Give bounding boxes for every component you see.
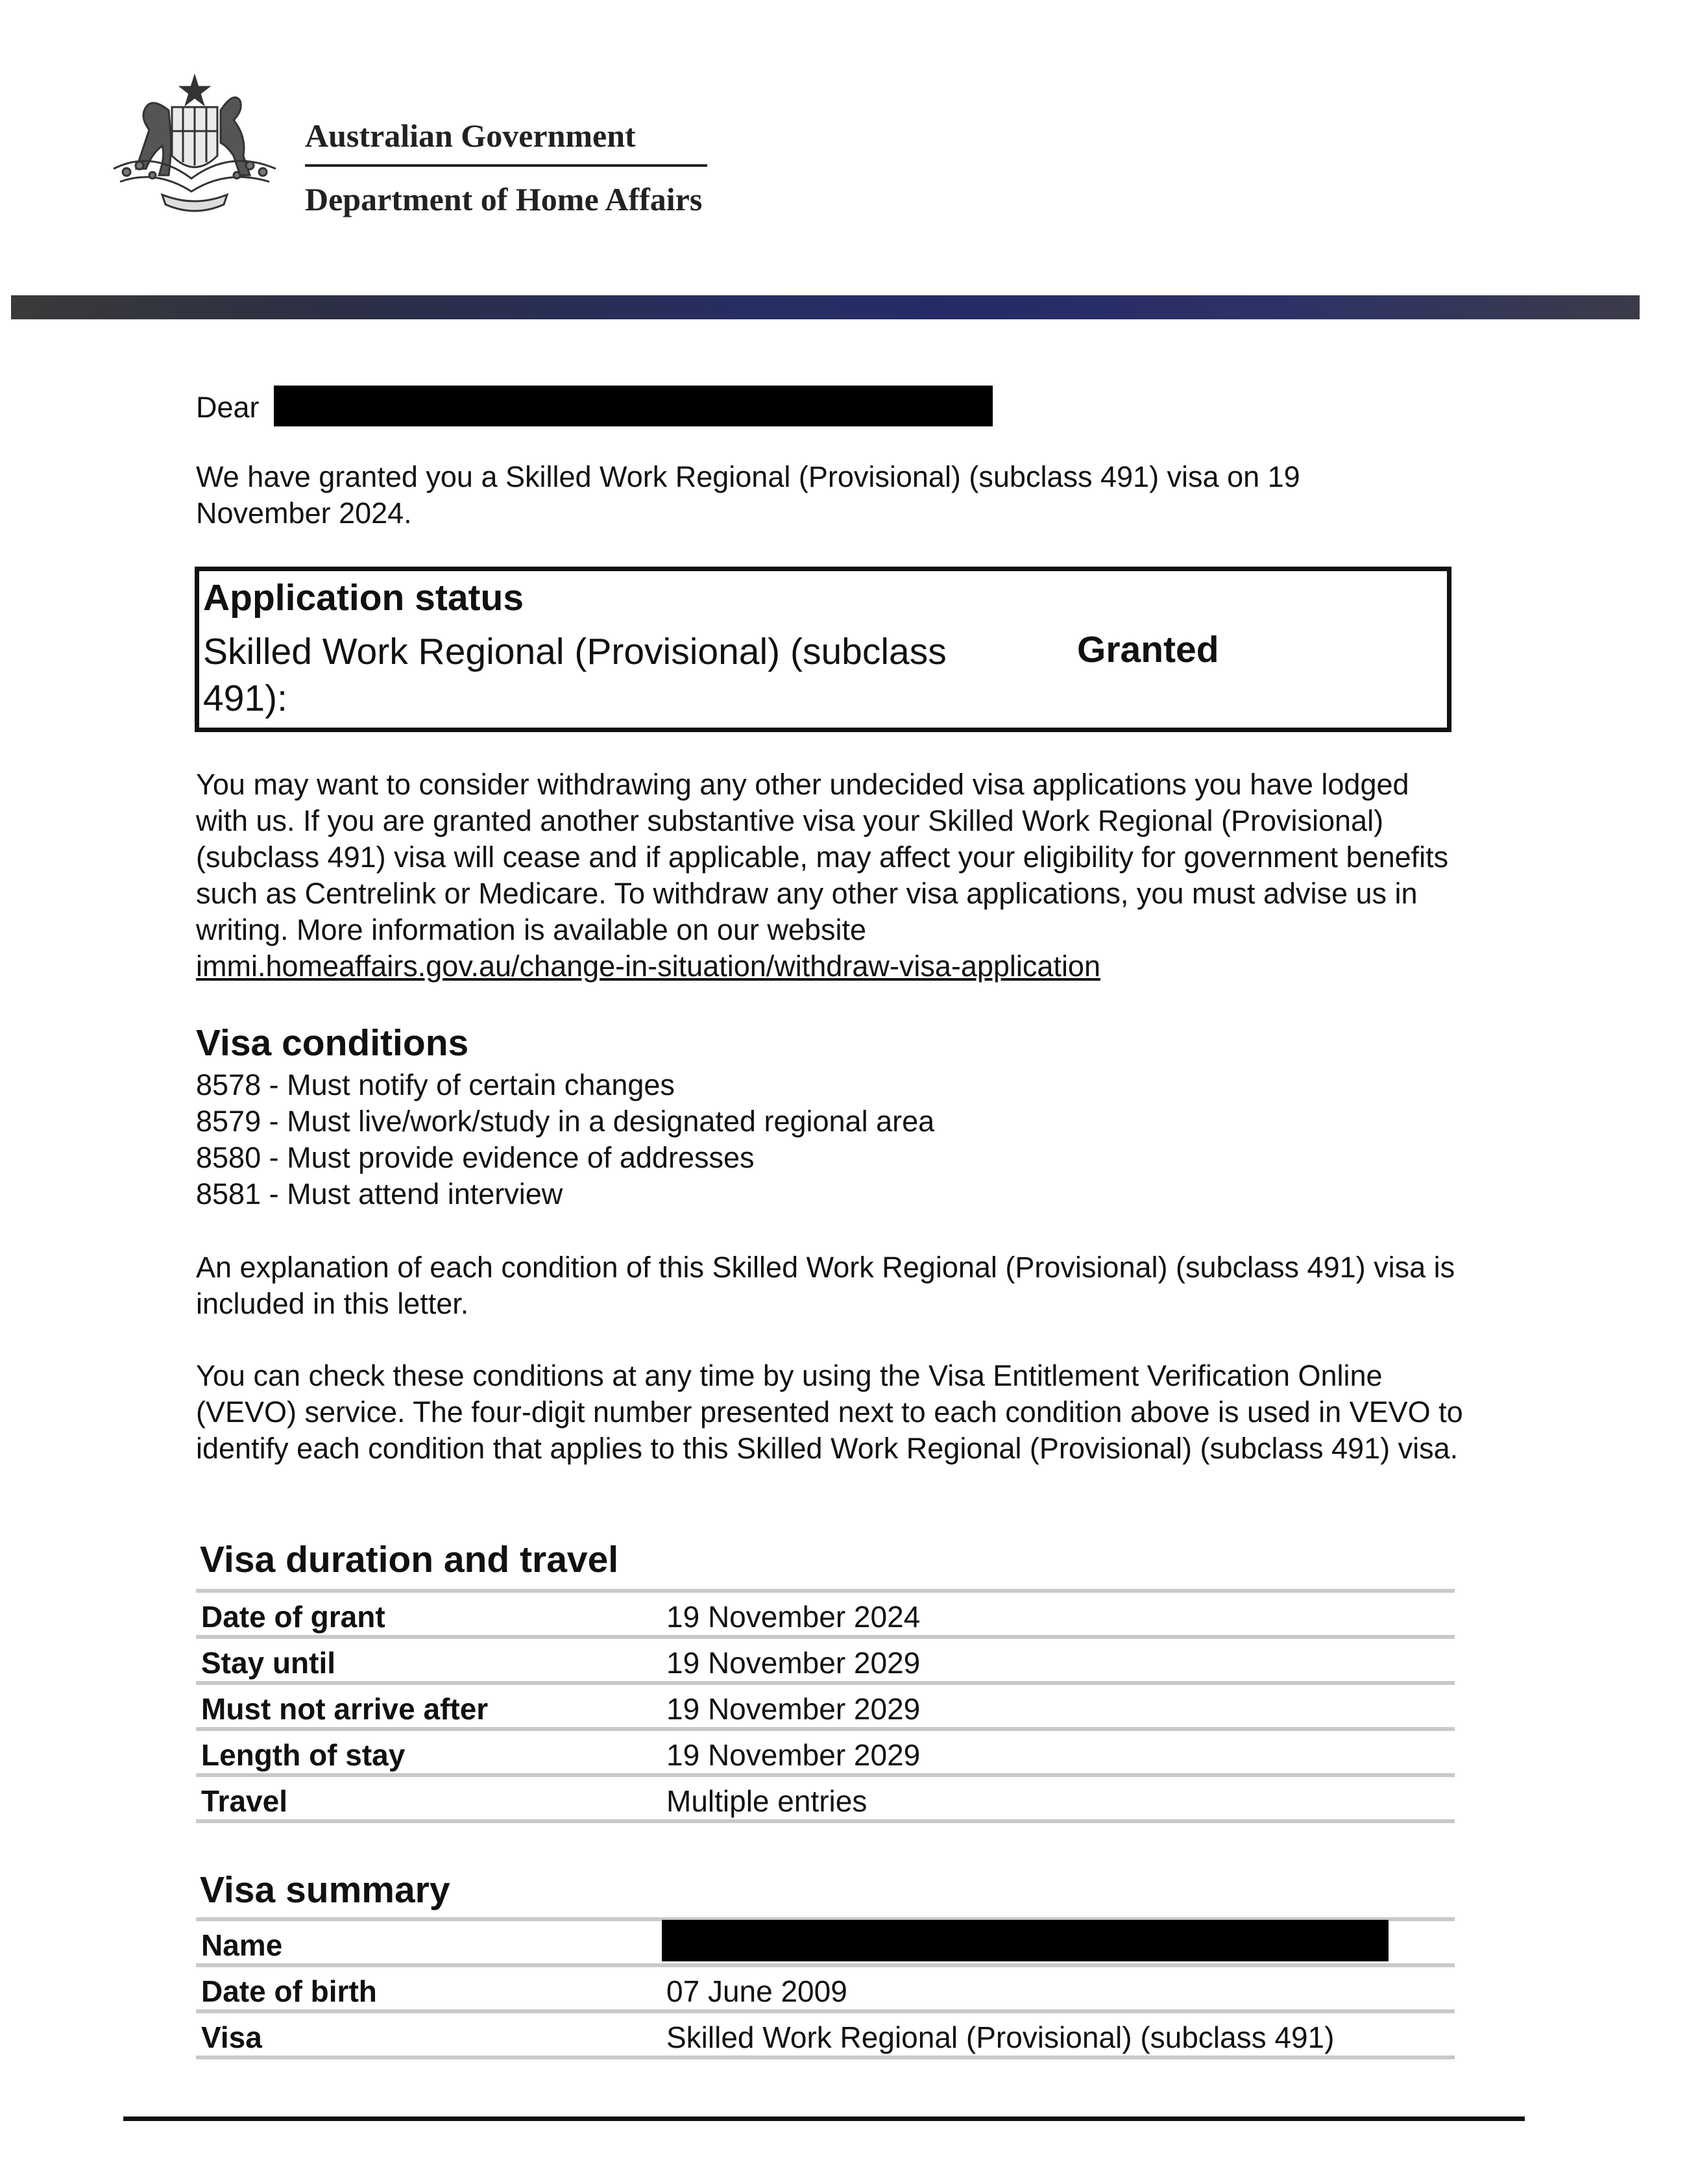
row-value: Skilled Work Regional (Provisional) (subclass 491): [666, 2020, 1335, 2054]
withdraw-text: You may want to consider withdrawing any other undecided visa applications you have lodged with us. If you are granted another substantive visa your Skilled Work Regional (Provisional) (subclass 491) visa will cease and if applicable, may affect your eligibility for government benefits such as Centrelink or Medicare. To withdraw any other visa applications, you must advise us in writing. More information is available on our website: [196, 768, 1449, 946]
visa-summary-heading: Visa summary: [200, 1869, 450, 1911]
condition-item: 8580 - Must provide evidence of addresses: [196, 1141, 755, 1174]
condition-item: 8579 - Must live/work/study in a designated regional area: [196, 1105, 935, 1138]
row-value: Multiple entries: [666, 1784, 868, 1818]
table-row: [196, 1777, 1455, 1823]
row-value: 19 November 2029: [666, 1646, 921, 1680]
condition-item: 8581 - Must attend interview: [196, 1177, 563, 1210]
application-status-visa: Skilled Work Regional (Provisional) (subclass 491):: [203, 631, 947, 719]
table-row: [196, 1639, 1455, 1685]
withdraw-visa-link[interactable]: immi.homeaffairs.gov.au/change-in-situation/withdraw-visa-application: [196, 950, 1100, 983]
row-label: Date of birth: [201, 1974, 377, 2008]
row-value: 19 November 2024: [666, 1600, 921, 1634]
application-status-value: Granted: [1077, 629, 1219, 670]
condition-item: 8578 - Must notify of certain changes: [196, 1068, 675, 1101]
salutation: Dear: [196, 391, 260, 424]
row-value: 07 June 2009: [666, 1974, 847, 2008]
visa-duration-heading: Visa duration and travel: [200, 1539, 619, 1580]
table-row: [196, 1685, 1455, 1731]
table-row: [196, 1967, 1455, 2013]
header-divider: [305, 164, 707, 167]
table-row: [196, 1593, 1455, 1639]
application-status-title: Application status: [203, 577, 524, 619]
header-band: [11, 295, 1640, 319]
government-name: Australian Government: [305, 117, 636, 154]
redacted-holder-name: [662, 1920, 1389, 1961]
explanation-paragraph: An explanation of each condition of this Skilled Work Regional (Provisional) (subclass 491) visa is included in this letter.: [196, 1251, 1455, 1320]
row-label: Must not arrive after: [201, 1692, 489, 1726]
row-label: Name: [201, 1928, 283, 1962]
visa-conditions-list: [196, 1067, 1364, 1212]
coat-of-arms-icon: [101, 71, 289, 221]
redacted-recipient-name: [274, 386, 993, 426]
vevo-paragraph: You can check these conditions at any time by using the Visa Entitlement Verification Online (VEVO) service. The four-digit number presented next to each condition above is used in VEVO to identify each condition that applies to this Skilled Work Regional (Provisional) (subclass 491) visa.: [196, 1359, 1463, 1465]
department-name: Department of Home Affairs: [305, 181, 703, 217]
row-label: Travel: [201, 1784, 287, 1818]
row-label: Stay until: [201, 1646, 336, 1680]
footer-divider: [123, 2117, 1525, 2121]
row-value: 19 November 2029: [666, 1692, 921, 1726]
row-value: 19 November 2029: [666, 1738, 921, 1772]
visa-conditions-heading: Visa conditions: [196, 1022, 469, 1064]
withdraw-paragraph: [196, 767, 1468, 985]
table-row: [196, 2013, 1455, 2059]
table-row: [196, 1731, 1455, 1777]
visa-duration-table: [196, 1589, 1455, 1823]
row-label: Length of stay: [201, 1738, 406, 1772]
row-label: Visa: [201, 2020, 262, 2054]
intro-paragraph: We have granted you a Skilled Work Regional (Provisional) (subclass 491) visa on 19 November 2024.: [196, 460, 1300, 530]
row-label: Date of grant: [201, 1600, 385, 1634]
